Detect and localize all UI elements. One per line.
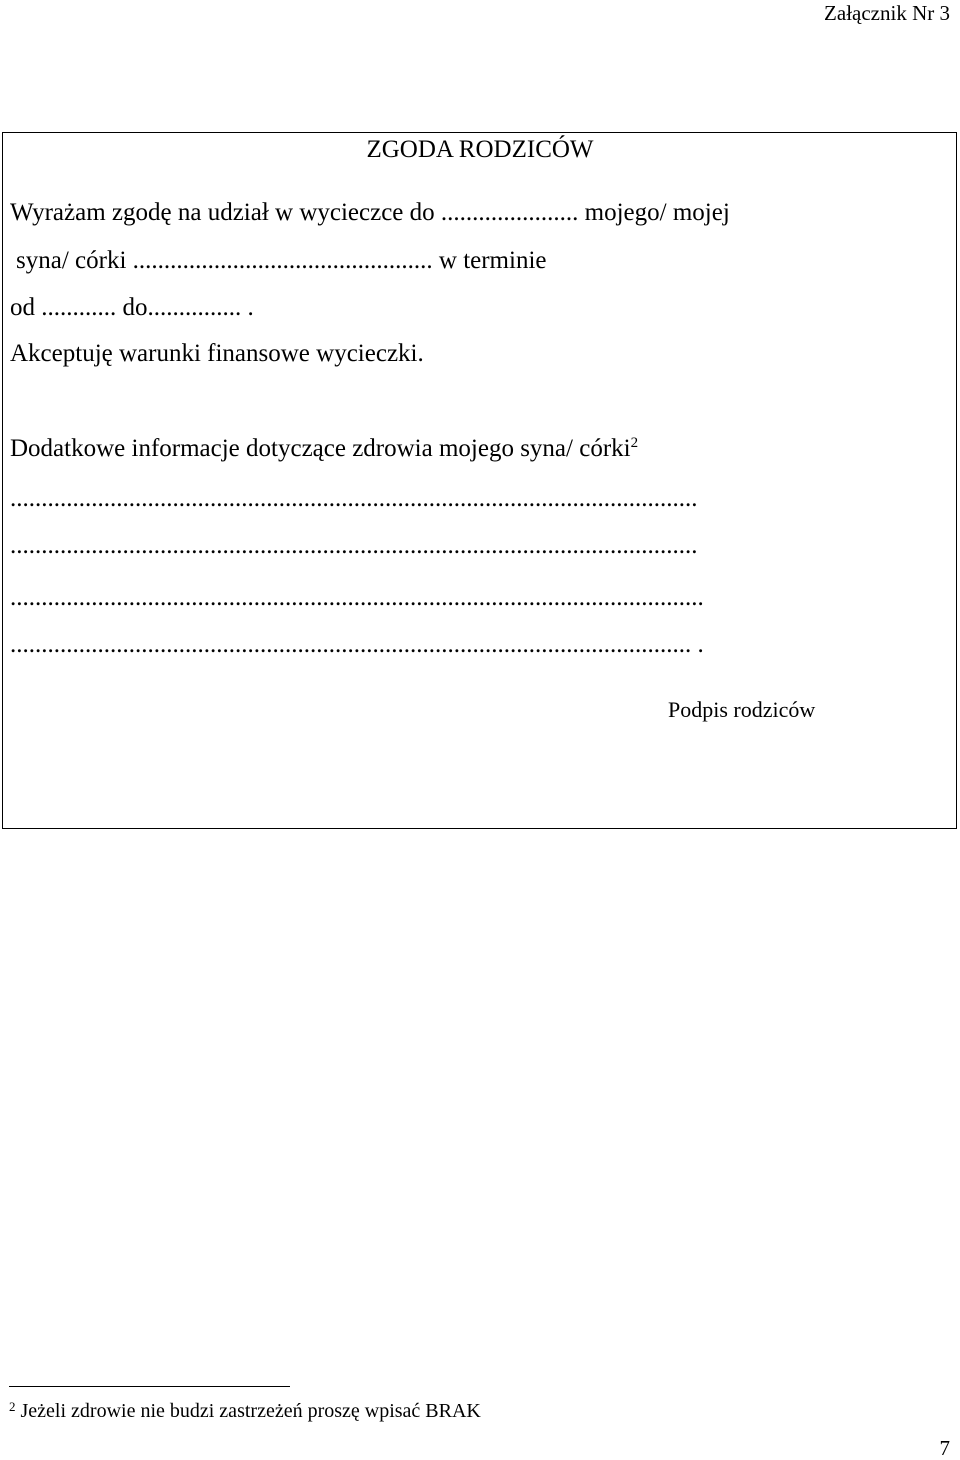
signature-label: Podpis rodziców (668, 697, 816, 722)
footnote-text: Jeżeli zdrowie nie budzi zastrzeżeń proszę wpisać BRAK (15, 1400, 481, 1422)
footnote-divider (9, 1386, 290, 1387)
form-title: ZGODA RODZICÓW (366, 136, 594, 163)
consent-line-child: syna/ córki ................................................ w terminie (16, 247, 547, 274)
health-answer-line[interactable]: .............................................................................................................. (10, 485, 698, 512)
health-info-text: Dodatkowe informacje dotyczące zdrowia mojego syna/ córki (10, 435, 631, 462)
health-answer-line[interactable]: .............................................................................................................. (10, 532, 698, 559)
page-number: 7 (939, 1436, 950, 1460)
finance-acceptance: Akceptuję warunki finansowe wycieczki. (10, 340, 424, 367)
footnote (9, 1398, 481, 1424)
health-answer-line[interactable]: ............................................................................................................. . (10, 631, 704, 658)
consent-form-frame (2, 132, 957, 829)
footnote-ref: 2 (630, 435, 639, 451)
health-answer-line[interactable]: ............................................................................................................... (10, 584, 704, 611)
attachment-label: Załącznik Nr 3 (824, 1, 950, 25)
consent-line-trip: Wyrażam zgodę na udział w wycieczce do ...................... mojego/ mojej (10, 199, 730, 226)
footnote-mark: 2 (9, 1399, 16, 1414)
health-info-label (10, 433, 638, 465)
consent-line-dates: od ............ do............... . (10, 294, 254, 321)
